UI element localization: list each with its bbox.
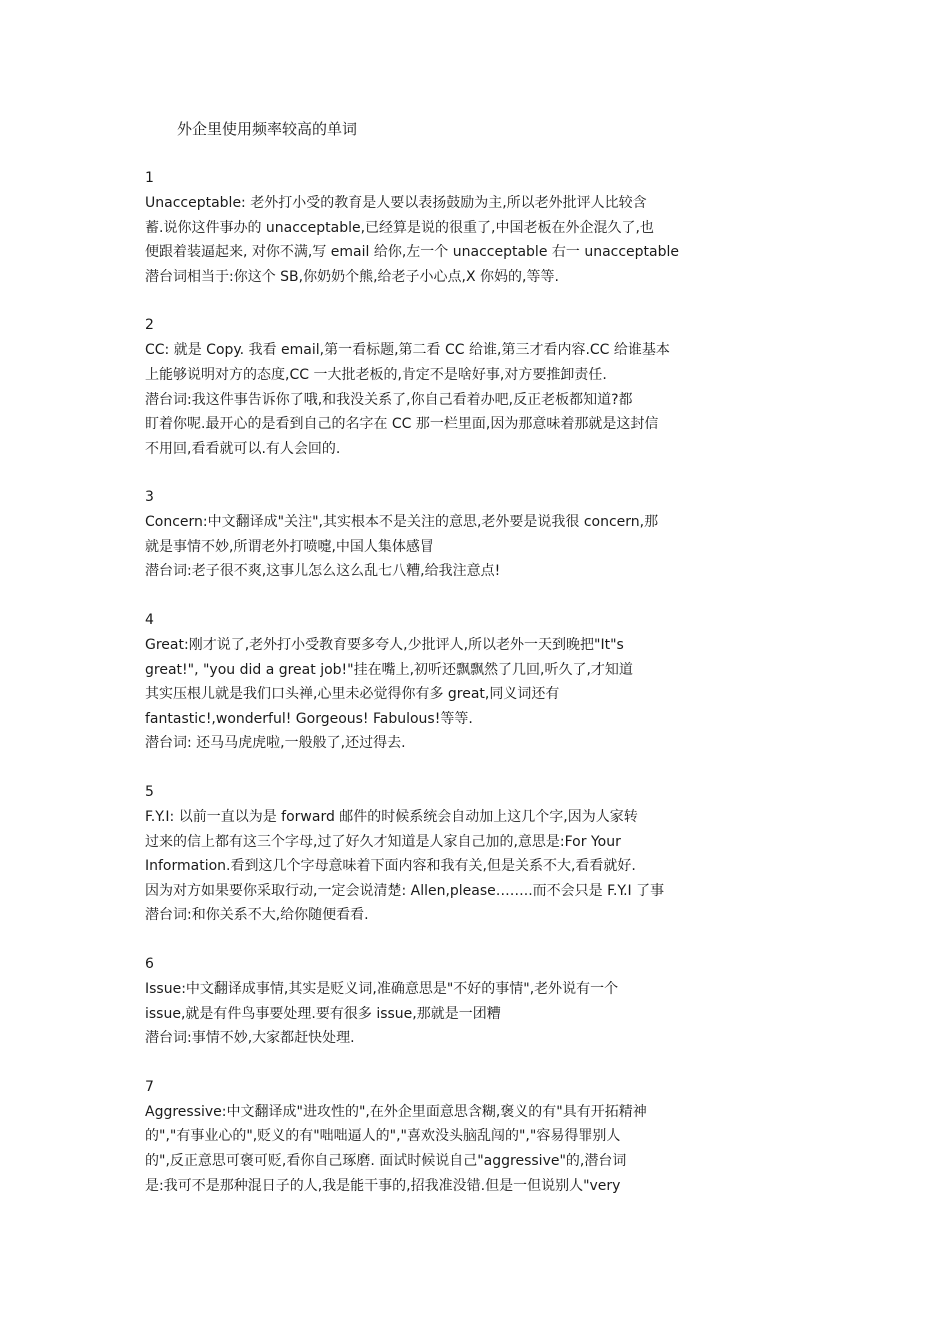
entry-number: 6 xyxy=(145,955,154,972)
entry-2 xyxy=(145,313,785,461)
entry-text-line: issue,就是有件鸟事要处理.要有很多 issue,那就是一团糟 xyxy=(145,1005,501,1022)
entry-text-line: 是:我可不是那种混日子的人,我是能干事的,招我准没错.但是一但说别人"very xyxy=(145,1177,621,1194)
entry-text-line: 的",反正意思可褒可贬,看你自己琢磨. 面试时候说自己"aggressive"的,潜台词 xyxy=(145,1152,627,1169)
document-body xyxy=(145,166,785,1222)
entry-text-line: 潜台词: 还马马虎虎啦,一般般了,还过得去. xyxy=(145,735,406,752)
entry-text-line: 潜台词:和你关系不大,给你随便看看. xyxy=(145,907,369,924)
entry-text-line: Unacceptable: 老外打小受的教育是人要以表扬鼓励为主,所以老外批评人比较含 xyxy=(145,194,647,211)
entry-number: 4 xyxy=(145,612,154,629)
entry-text-line: 因为对方如果要你采取行动,一定会说清楚: Allen,please……..而不会只是 F.Y.I 了事 xyxy=(145,882,665,899)
entry-text-line: fantastic!,wonderful! Gorgeous! Fabulous!等等. xyxy=(145,710,473,727)
entry-text-line: F.Y.I: 以前一直以为是 forward 邮件的时候系统会自动加上这几个字,因为人家转 xyxy=(145,809,638,826)
entry-number: 1 xyxy=(145,170,154,186)
document-title: 外企里使用频率较高的单词 xyxy=(177,120,358,138)
entry-text-line: 盯着你呢.最开心的是看到自己的名字在 CC 那一栏里面,因为那意味着那就是这封信 xyxy=(145,416,659,433)
entry-text-line: 潜台词相当于:你这个 SB,你奶奶个熊,给老子小心点,X 你妈的,等等. xyxy=(145,268,559,285)
entry-text-line: 不用回,看看就可以.有人会回的. xyxy=(145,440,341,457)
entry-number: 3 xyxy=(145,489,154,506)
entry-number: 7 xyxy=(145,1078,154,1095)
entry-text-line: 的","有事业心的",贬义的有"咄咄逼人的","喜欢没头脑乱闯的","容易得罪别人 xyxy=(145,1128,621,1145)
entry-text-line: 过来的信上都有这三个字母,过了好久才知道是人家自己加的,意思是:For Your xyxy=(145,833,621,850)
entry-text-line: Issue:中文翻译成事情,其实是贬义词,准确意思是"不好的事情",老外说有一个 xyxy=(145,980,619,997)
entry-text-line: 其实压根儿就是我们口头禅,心里未必觉得你有多 great,同义词还有 xyxy=(145,686,560,703)
entry-7 xyxy=(145,1075,785,1198)
entry-text-line: CC: 就是 Copy. 我看 email,第一看标题,第二看 CC 给谁,第三才看内容.CC 给谁基本 xyxy=(145,342,670,359)
entry-6 xyxy=(145,952,785,1051)
entry-text-line: 潜台词:老子很不爽,这事儿怎么这么乱七八糟,给我注意点! xyxy=(145,563,501,580)
entry-3 xyxy=(145,485,785,584)
entry-4 xyxy=(145,608,785,756)
entry-text-line: Information.看到这几个字母意味着下面内容和我有关,但是关系不大,看看就好. xyxy=(145,858,636,875)
entry-text-line: great!", "you did a great job!"挂在嘴上,初听还飘飘然了几回,听久了,才知道 xyxy=(145,661,633,678)
entry-1 xyxy=(145,166,785,289)
entry-text-line: Concern:中文翻译成"关注",其实根本不是关注的意思,老外要是说我很 concern,那 xyxy=(145,514,659,531)
entry-text-line: Great:刚才说了,老外打小受教育要多夸人,少批评人,所以老外一天到晚把"It"s xyxy=(145,637,624,654)
entry-number: 5 xyxy=(145,784,154,801)
entry-text-line: 潜台词:事情不妙,大家都赶快处理. xyxy=(145,1030,355,1047)
entry-text-line: 蓄.说你这件事办的 unacceptable,已经算是说的很重了,中国老板在外企混久了,也 xyxy=(145,219,654,236)
entry-5 xyxy=(145,780,785,928)
entry-text-line: 便跟着装逼起来, 对你不满,写 email 给你,左一个 unacceptable 右一 unacceptable xyxy=(145,244,680,261)
entry-text-line: 上能够说明对方的态度,CC 一大批老板的,肯定不是啥好事,对方要推卸责任. xyxy=(145,366,607,383)
entry-text-line: 潜台词:我这件事告诉你了哦,和我没关系了,你自己看着办吧,反正老板都知道?都 xyxy=(145,391,633,408)
entry-text-line: 就是事情不妙,所谓老外打喷嚏,中国人集体感冒 xyxy=(145,538,434,555)
entry-text-line: Aggressive:中文翻译成"进攻性的",在外企里面意思含糊,褒义的有"具有开拓精神 xyxy=(145,1103,647,1120)
entry-number: 2 xyxy=(145,317,154,334)
